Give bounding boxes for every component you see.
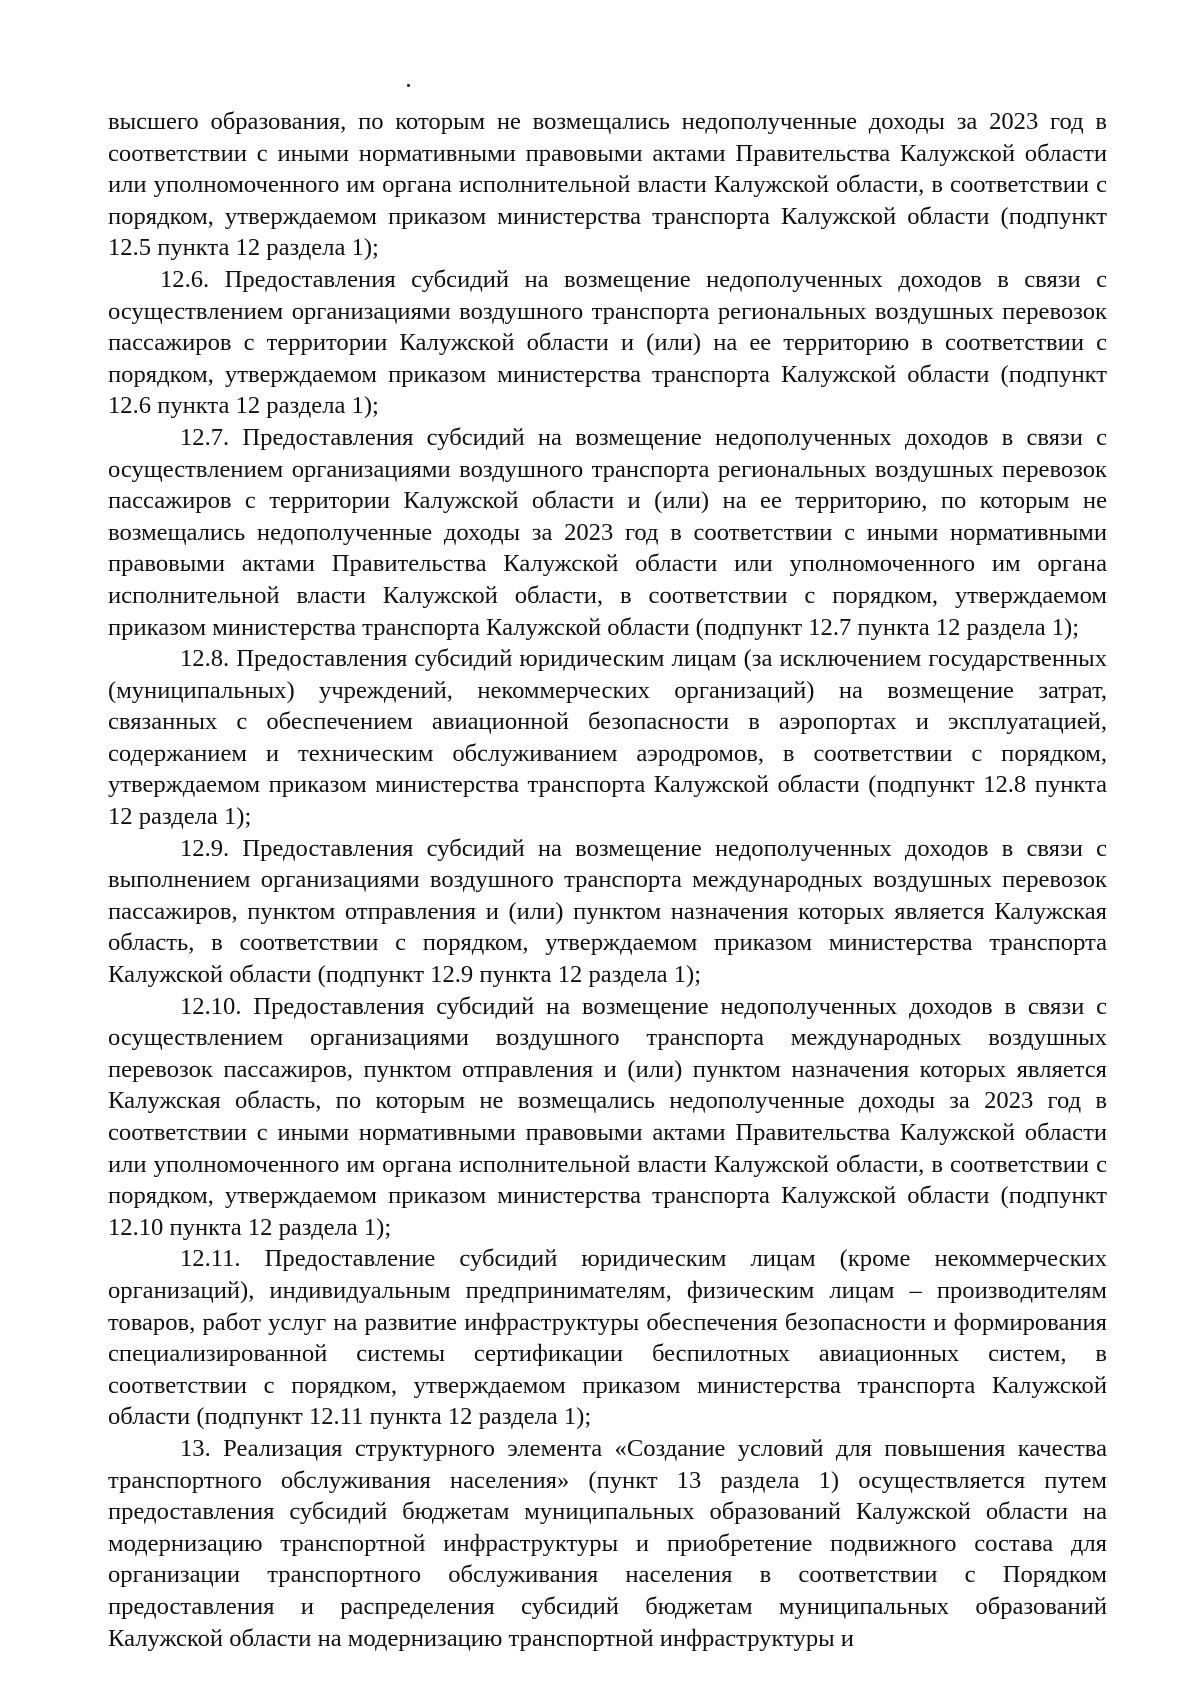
document-body [108,106,1107,1654]
scan-speck [407,84,410,87]
paragraph-12-10: 12.10. Предоставления субсидий на возмещение недополученных доходов в связи с осуществлением организациями воздушного транспорта международных воздушных перевозок пассажиров, пунктом отправления и (или) пунктом назначения которых является Калужская область, по которым не возмещались недополученные доходы за 2023 год в соответствии с иными нормативными правовыми актами Правительства Калужской области или уполномоченного им органа исполнительной власти Калужской области, в соответствии с порядком, утверждаемом приказом министерства транспорта Калужской области (подпункт 12.10 пункта 12 раздела 1); [108,992,1107,1241]
paragraph-12-8: 12.8. Предоставления субсидий юридическим лицам (за исключением государственных (муниципальных) учреждений, некоммерческих организаций) на возмещение затрат, связанных с обеспечением авиационной безопасности в аэропортах и эксплуатацией, содержанием и техническим обслуживанием аэродромов, в соответствии с порядком, утверждаемом приказом министерства транспорта Калужской области (подпункт 12.8 пункта 12 раздела 1); [108,645,1107,831]
paragraph-13: 13. Реализация структурного элемента «Создание условий для повышения качества транспортного обслуживания населения» (пункт 13 раздела 1) осуществляется путем предоставления субсидий бюджетам муниципальных образований Калужской области на модернизацию транспортной инфраструктуры и приобретение подвижного состава для организации транспортного обслуживания населения в соответствии с Порядком предоставления и распределения субсидий бюджетам муниципальных образований Калужской области на модернизацию транспортной инфраструктуры и [108,1434,1107,1652]
paragraph-12-9: 12.9. Предоставления субсидий на возмещение недополученных доходов в связи с выполнением организациями воздушного транспорта международных воздушных перевозок пассажиров, пунктом отправления и (или) пунктом назначения которых является Калужская область, в соответствии с порядком, утверждаемом приказом министерства транспорта Калужской области (подпункт 12.9 пункта 12 раздела 1); [108,834,1107,989]
paragraph-12-11: 12.11. Предоставление субсидий юридическим лицам (кроме некоммерческих организаций), индивидуальным предпринимателям, физическим лицам – производителям товаров, работ услуг на развитие инфраструктуры обеспечения безопасности и формирования специализированной системы сертификации беспилотных авиационных систем, в соответствии с порядком, утверждаемом приказом министерства транспорта Калужской области (подпункт 12.11 пункта 12 раздела 1); [108,1245,1107,1431]
paragraph-12-6: 12.6. Предоставления субсидий на возмещение недополученных доходов в связи с осуществлением организациями воздушного транспорта региональных воздушных перевозок пассажиров с территории Калужской области и (или) на ее территорию в соответствии с порядком, утверждаемом приказом министерства транспорта Калужской области (подпункт 12.6 пункта 12 раздела 1); [108,265,1107,420]
paragraph-continuation: высшего образования, по которым не возмещались недополученные доходы за 2023 год в соответствии с иными нормативными правовыми актами Правительства Калужской области или уполномоченного им органа исполнительной власти Калужской области, в соответствии с порядком, утверждаемом приказом министерства транспорта Калужской области (подпункт 12.5 пункта 12 раздела 1); [108,108,1107,262]
paragraph-12-7: 12.7. Предоставления субсидий на возмещение недополученных доходов в связи с осуществлением организациями воздушного транспорта региональных воздушных перевозок пассажиров с территории Калужской области и (или) на ее территорию, по которым не возмещались недополученные доходы за 2023 год в соответствии с иными нормативными правовыми актами Правительства Калужской области или уполномоченного им органа исполнительной власти Калужской области, в соответствии с порядком, утверждаемом приказом министерства транспорта Калужской области (подпункт 12.7 пункта 12 раздела 1); [108,423,1107,641]
